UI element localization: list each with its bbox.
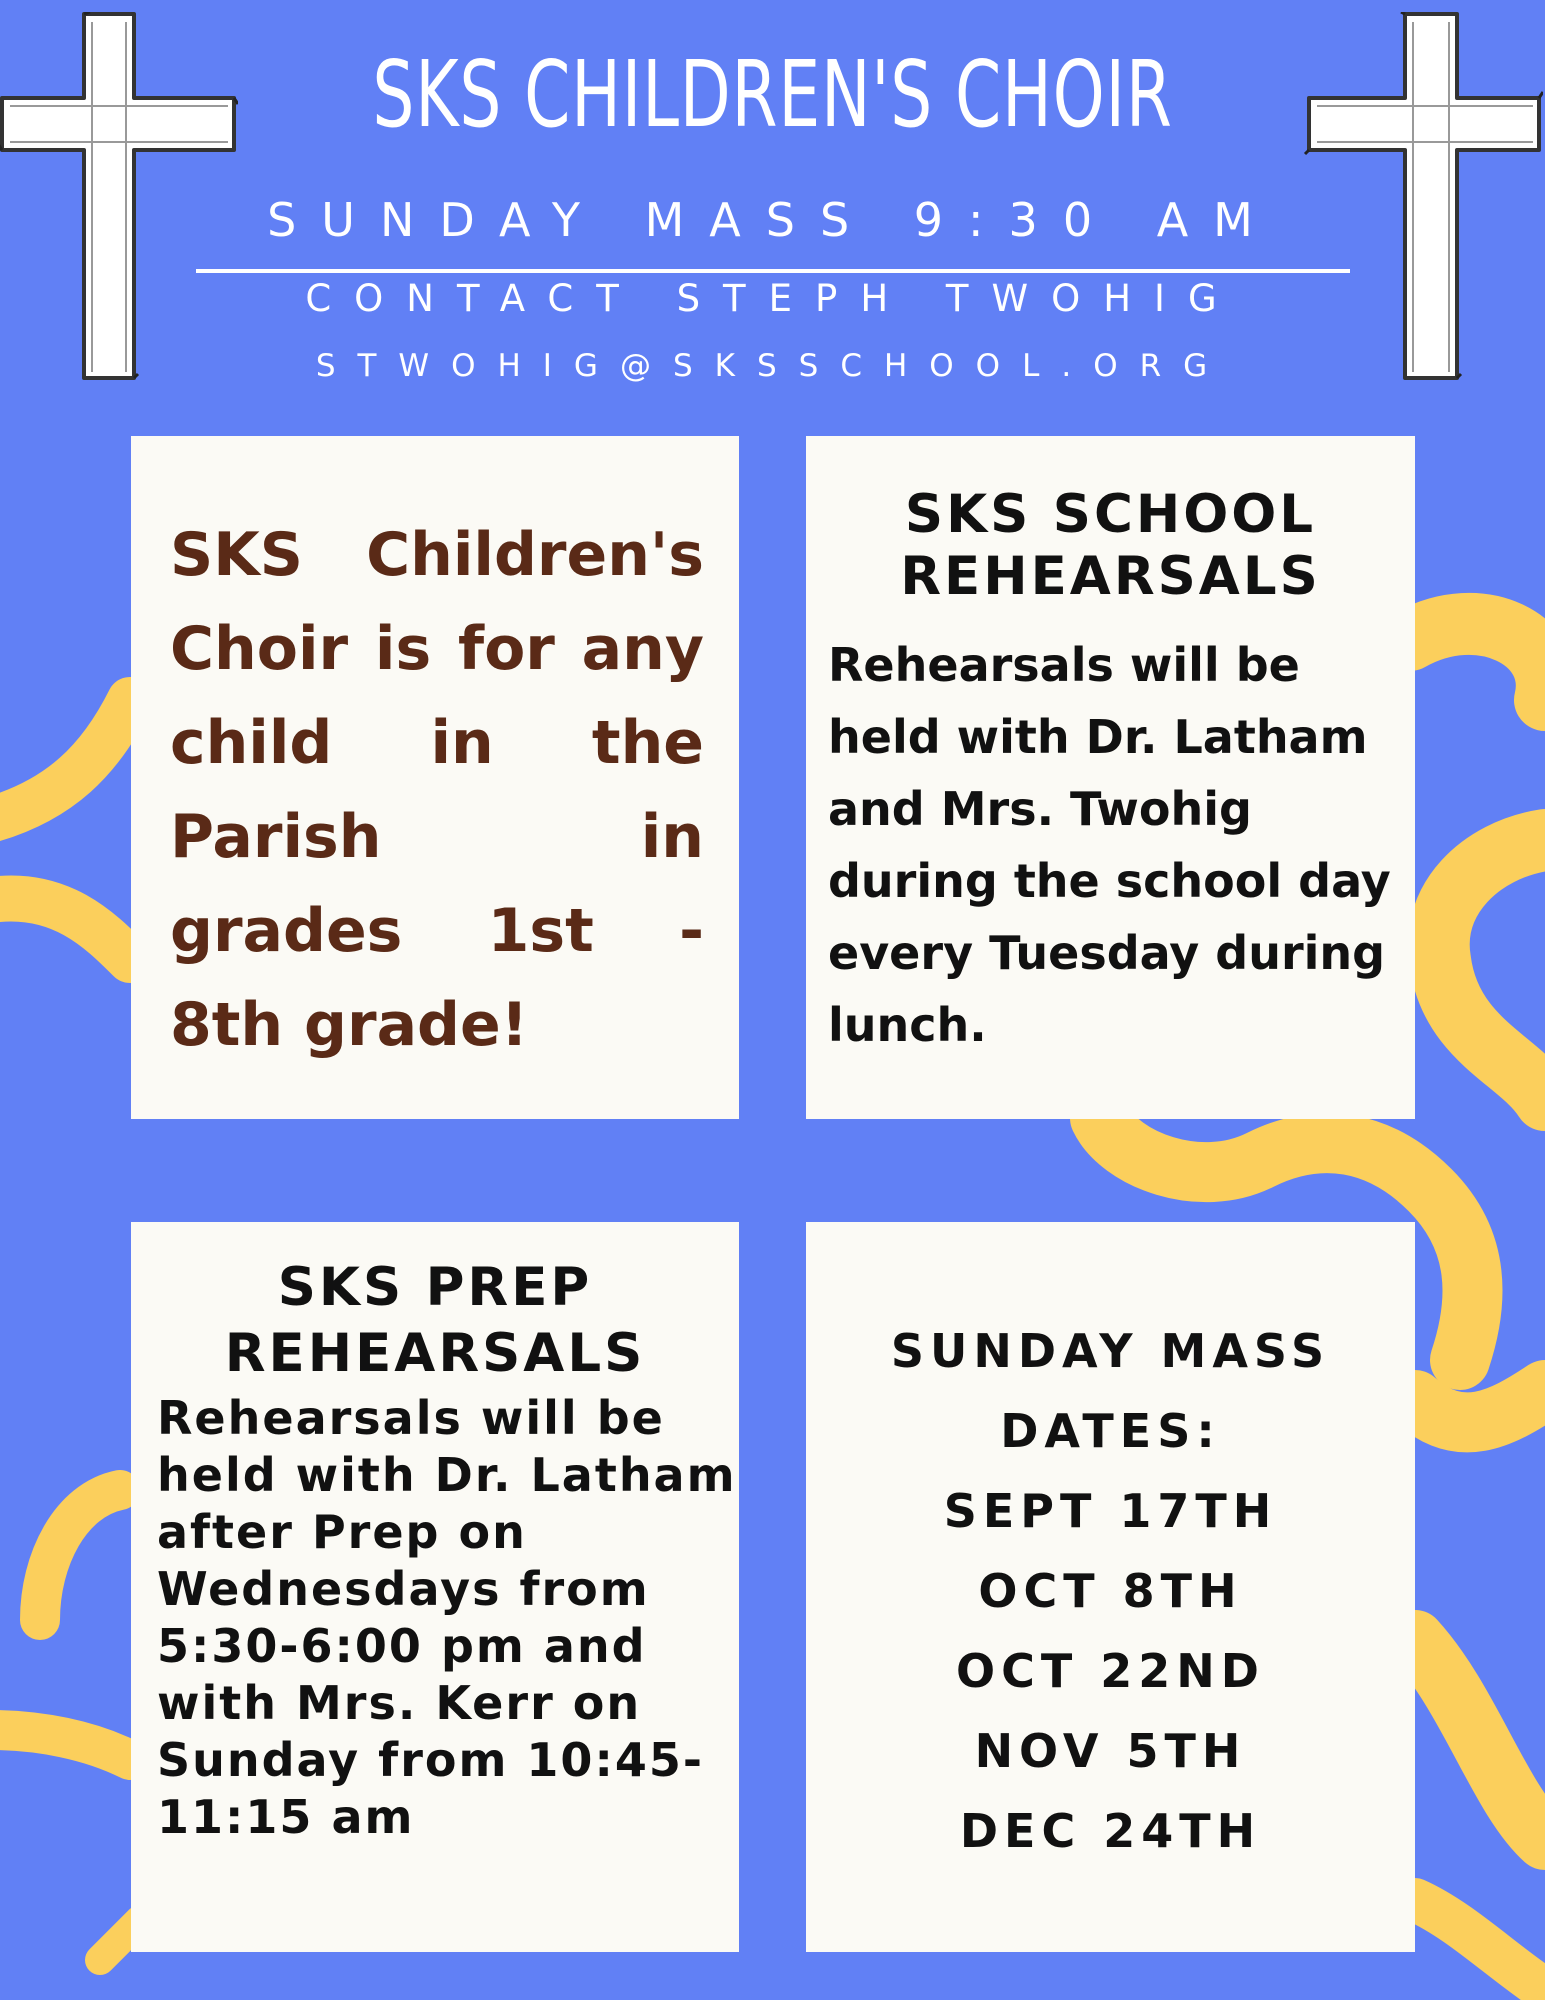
prep-rehearsals-heading: SKS PREP REHEARSALS [224, 1257, 646, 1384]
mass-dates-list [806, 1471, 1415, 1871]
mass-date-item: NOV 5TH [974, 1724, 1247, 1778]
school-rehearsals-text: Rehearsals will be held with Dr. Latham and Mrs. Twohig during the school day every Tuesday during lunch. [828, 638, 1391, 1052]
mass-date-item: OCT 22ND [956, 1644, 1265, 1698]
mass-date-item: SEPT 17TH [943, 1484, 1278, 1538]
school-rehearsals-heading: SKS SCHOOL REHEARSALS [900, 484, 1321, 607]
swirl-right-top [1410, 624, 1545, 700]
prep-rehearsals-card [131, 1222, 739, 1952]
header-divider [196, 269, 1350, 273]
about-text: SKS Children's Choir is for any child in the Parish in grades 1st - 8th grade! [170, 520, 704, 1060]
mass-date-item: DEC 24TH [959, 1804, 1262, 1858]
about-card [131, 436, 739, 1119]
mass-time: SUNDAY MASS 9:30 AM [267, 193, 1278, 247]
swirl-right-bottom [1415, 1640, 1545, 1840]
prep-rehearsals-text: Rehearsals will be held with Dr. Latham after Prep on Wednesdays from 5:30-6:00 pm and with Mrs. Kerr on Sunday from 10:45-11:15 am [157, 1391, 737, 1844]
swirl-bottom-left-2 [0, 1730, 130, 1760]
mass-dates-card [806, 1222, 1415, 1952]
swirl-right-loop [1439, 840, 1545, 1100]
swirl-bottom-right [1415, 1900, 1545, 1990]
swirl-right-lower [1415, 1390, 1545, 1422]
swirl-left-mid [0, 898, 130, 960]
mass-date-item: OCT 8TH [978, 1564, 1243, 1618]
mass-dates-heading: SUNDAY MASS DATES: [890, 1324, 1331, 1458]
swirl-bottom-left [40, 1490, 120, 1620]
swirl-left-top [0, 700, 130, 820]
school-rehearsals-card [806, 436, 1415, 1119]
contact-name: CONTACT STEPH TWOHIG [305, 277, 1240, 320]
page-title: SKS CHILDREN'S CHOIR [372, 41, 1173, 148]
contact-email: STWOHIG@SKSSCHOOL.ORG [315, 348, 1230, 384]
